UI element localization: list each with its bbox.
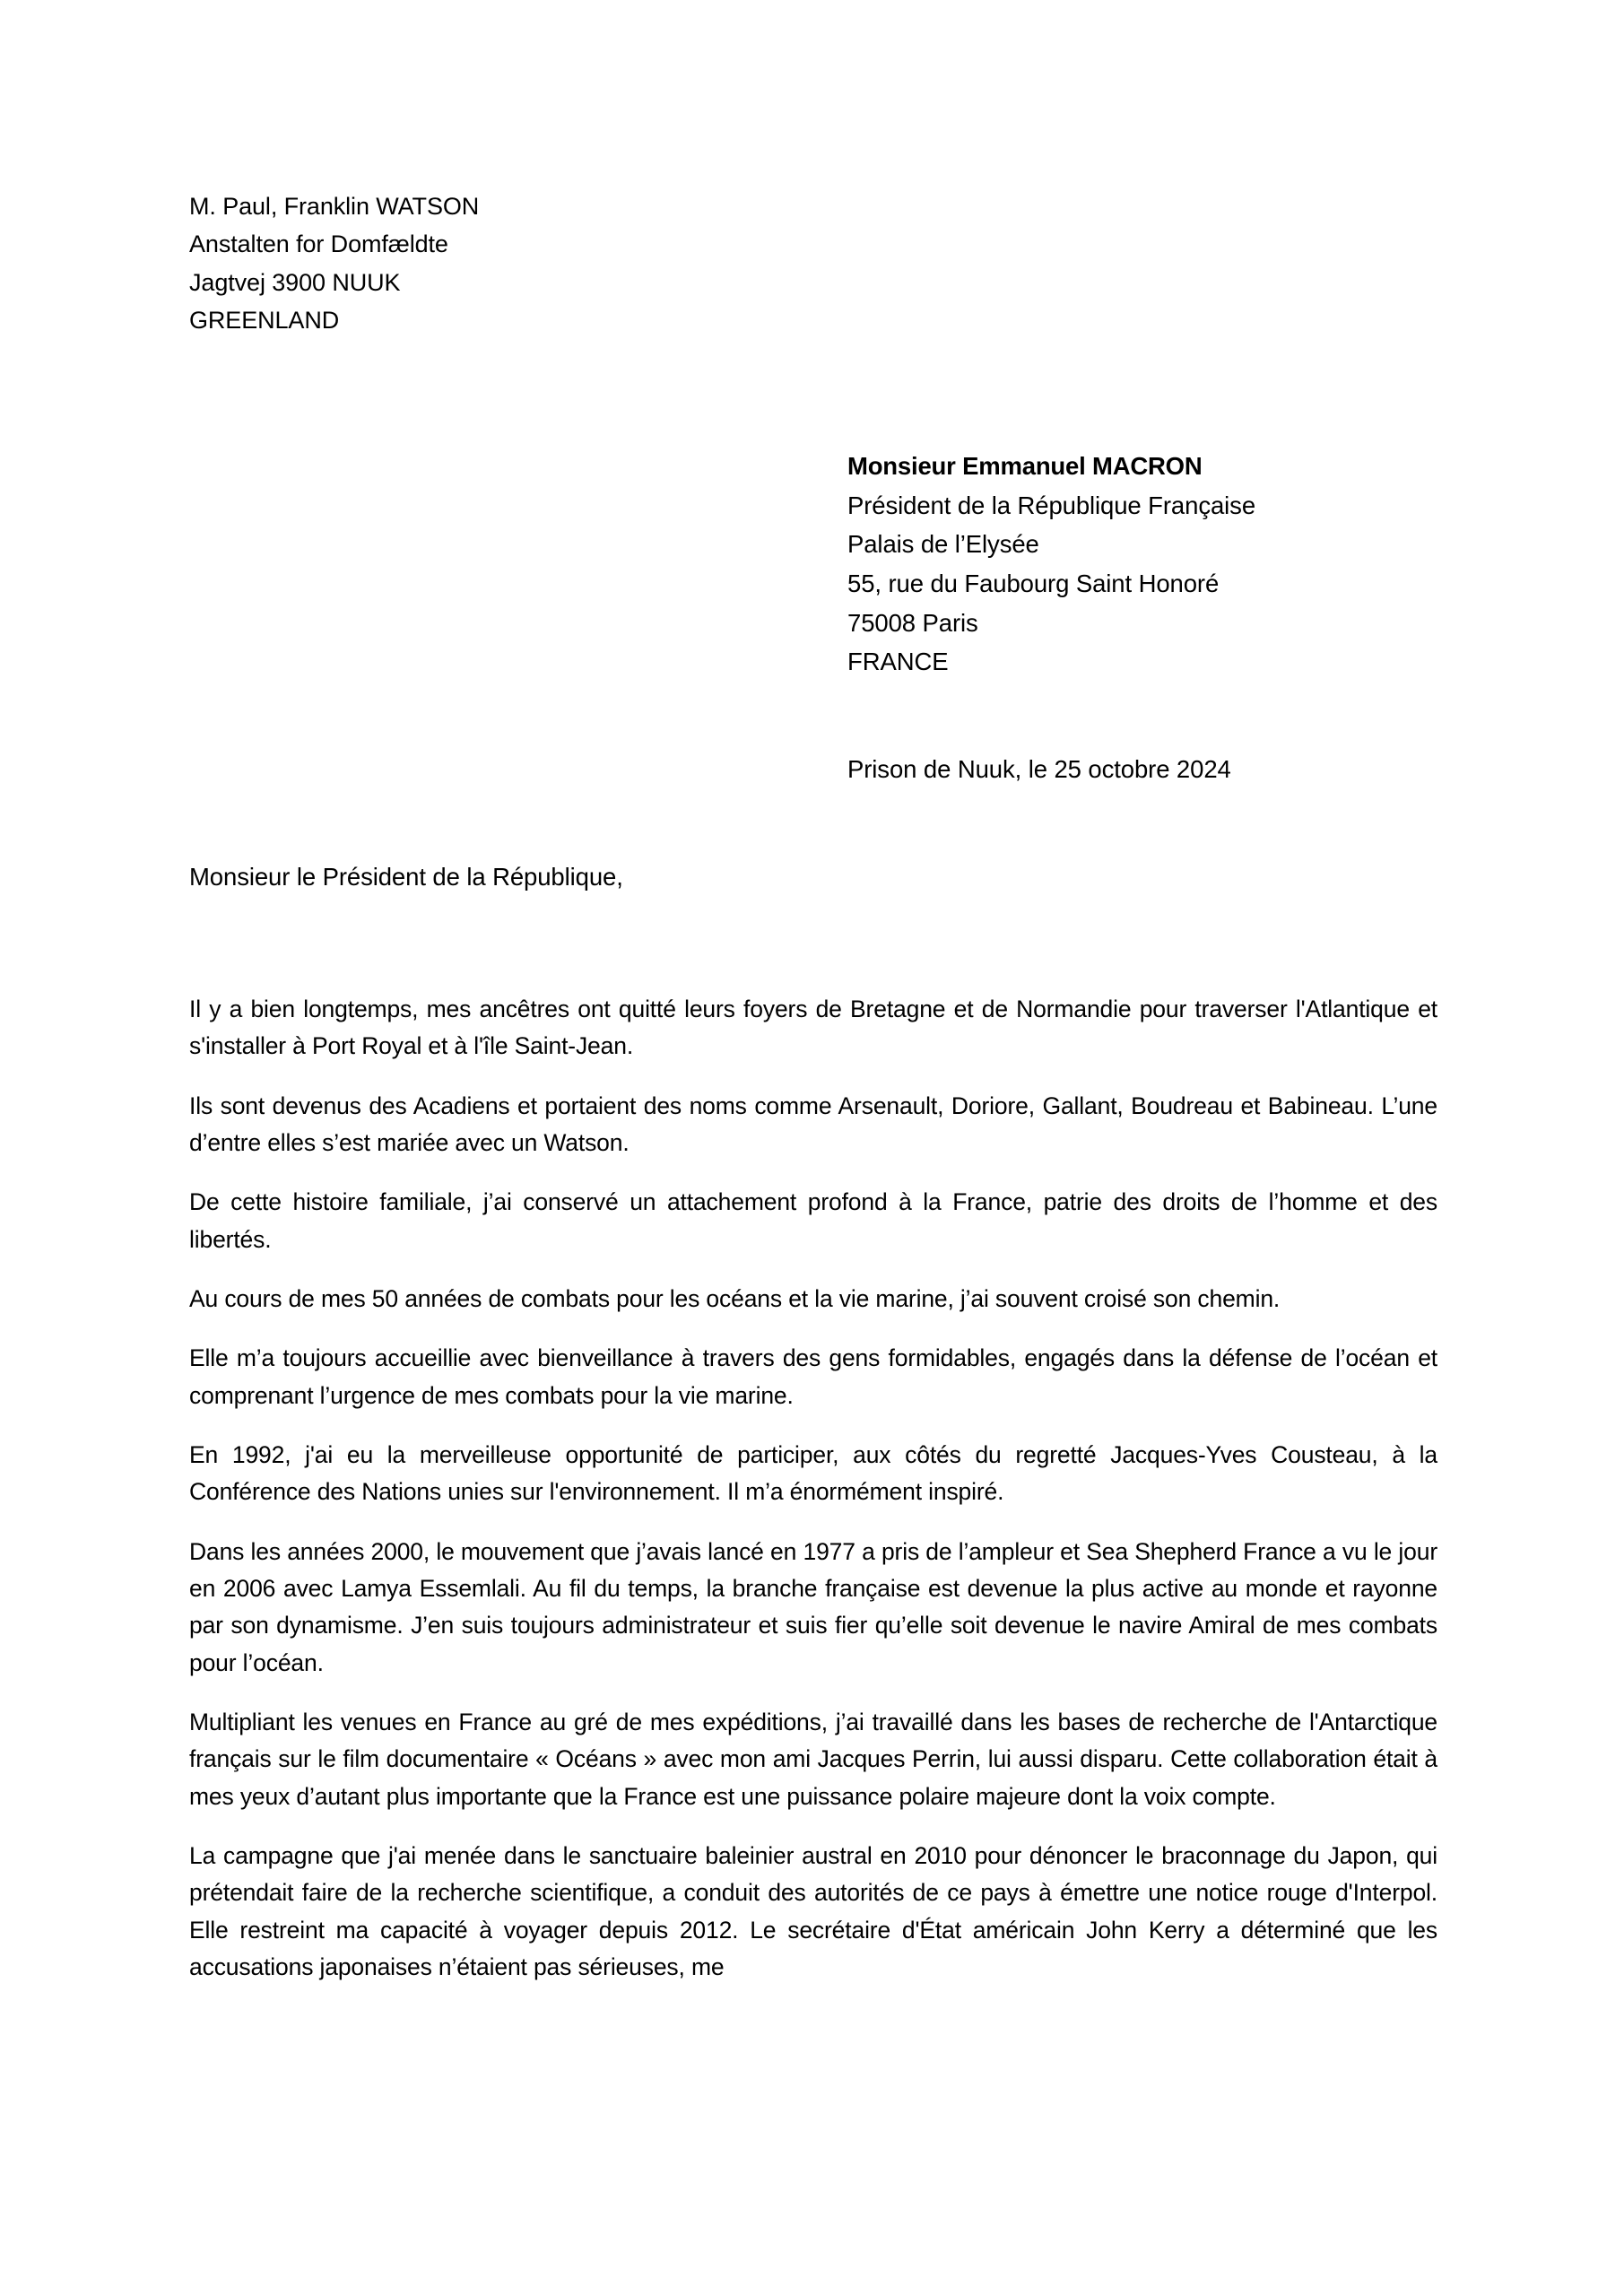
body-paragraph: De cette histoire familiale, j’ai conservé un attachement profond à la France, patrie des droits de l’homme et des libertés. — [189, 1188, 1437, 1253]
sender-address-line: M. Paul, Franklin WATSON — [189, 193, 480, 220]
body-paragraph: Dans les années 2000, le mouvement que j’avais lancé en 1977 a pris de l’ampleur et Sea Shepherd France a vu le jour en 2006 avec Lamya Essemlali. Au fil du temps, la branche française est devenue la plus active au monde et rayonne par son dynamisme. J’en suis toujours administrateur et suis fier qu’elle soit devenue le navire Amiral de mes combats pour l’océan. — [189, 1537, 1437, 1676]
sender-address-line: Jagtvej 3900 NUUK — [189, 268, 401, 296]
body-paragraph: En 1992, j'ai eu la merveilleuse opportunité de participer, aux côtés du regretté Jacques-Yves Cousteau, à la Conférence des Nations unies sur l'environnement. Il m’a énormément inspiré. — [189, 1440, 1437, 1506]
recipient-address-line: FRANCE — [847, 648, 949, 676]
salutation — [189, 859, 623, 895]
body-paragraph: Multipliant les venues en France au gré de mes expéditions, j’ai travaillé dans les bases de recherche de l'Antarctique français sur le film documentaire « Océans » avec mon ami Jacques Perrin, lui aussi disparu. Cette collaboration était à mes yeux d’autant plus importante que la France est une puissance polaire majeure dont la voix compte. — [189, 1708, 1437, 1810]
sender-address-line: GREENLAND — [189, 307, 340, 335]
dateline — [847, 752, 1231, 787]
recipient-address-block — [847, 448, 1255, 683]
recipient-address-line: 55, rue du Faubourg Saint Honoré — [847, 569, 1220, 597]
recipient-address-line: Palais de l’Elysée — [847, 530, 1039, 559]
body-paragraph: Ils sont devenus des Acadiens et portaient des noms comme Arsenault, Doriore, Gallant, Boudreau et Babineau. L’une d’entre elles s’est mariée avec un Watson. — [189, 1091, 1437, 1156]
body-paragraph: Elle m’a toujours accueillie avec bienveillance à travers des gens formidables, engagés dans la défense de l’océan et comprenant l’urgence de mes combats pour la vie marine. — [189, 1344, 1437, 1409]
sender-address-block — [189, 189, 479, 342]
recipient-name: Monsieur Emmanuel MACRON — [847, 452, 1203, 480]
recipient-address-line: 75008 Paris — [847, 608, 978, 637]
salutation-text: Monsieur le Président de la République, — [189, 863, 623, 891]
body-paragraph: Au cours de mes 50 années de combats pour les océans et la vie marine, j’ai souvent croisé son chemin. — [189, 1284, 1281, 1312]
body-paragraph: La campagne que j'ai menée dans le sanctuaire baleinier austral en 2010 pour dénoncer le braconnage du Japon, qui prétendait faire de la recherche scientifique, a conduit des autorités de ce pays à émettre une notice rouge d'Interpol. Elle restreint ma capacité à voyager depuis 2012. Le secrétaire d'État américain John Kerry a déterminé que les accusations japonaises n’étaient pas sérieuses, me — [189, 1841, 1437, 1980]
recipient-address-line: Président de la République Française — [847, 491, 1256, 519]
dateline-text: Prison de Nuuk, le 25 octobre 2024 — [847, 755, 1231, 783]
body-paragraph: Il y a bien longtemps, mes ancêtres ont quitté leurs foyers de Bretagne et de Normandie pour traverser l'Atlantique et s'installer à Port Royal et à l'île Saint-Jean. — [189, 996, 1437, 1060]
sender-address-line: Anstalten for Domfældte — [189, 230, 448, 258]
letter-body — [189, 991, 1437, 1986]
